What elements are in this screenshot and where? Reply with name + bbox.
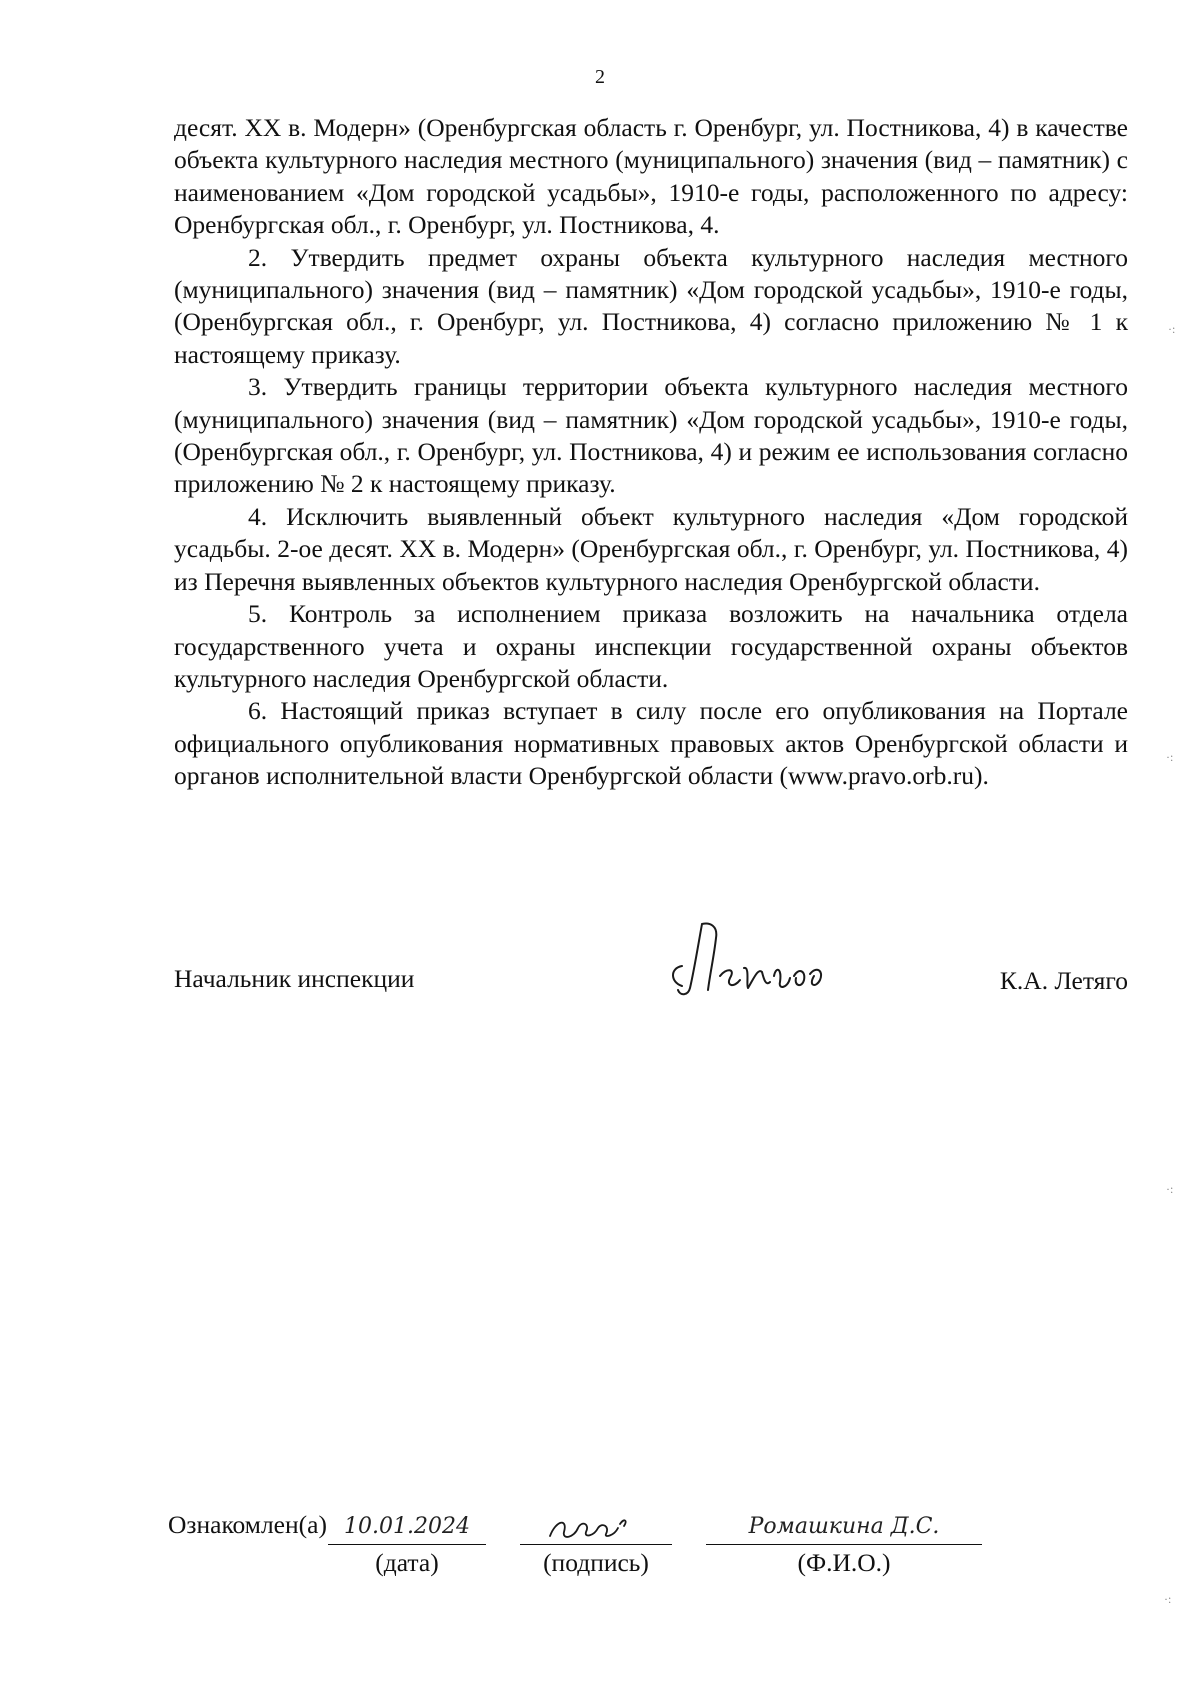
paragraph-6: 6. Настоящий приказ вступает в силу после его опубликования на Портале официального опубликования нормативных правовых актов Оренбургской области и органов исполнительной власти Оренбургской области (www.pravo.orb.ru). [174, 696, 1128, 791]
paragraph-2: 2. Утвердить предмет охраны объекта культурного наследия местного (муниципального) значения (вид – памятник) «Дом городской усадьбы», 1910-е годы, (Оренбургская обл., г. Оренбург, ул. Постникова, 4) согласно приложению № 1 к настоящему приказу. [174, 242, 1128, 369]
acknowledgement-fio-caption: (Ф.И.О.) [797, 1548, 891, 1577]
signatory-name: К.А. Летяго [999, 966, 1128, 995]
acknowledgement-block [168, 1510, 1128, 1590]
scan-speck: ·: [1166, 750, 1174, 764]
scan-speck: ·: [1164, 1592, 1172, 1606]
page-number: 2 [595, 66, 605, 88]
acknowledgement-date-value: 10.01.2024 [344, 1514, 470, 1539]
paragraph-5: 5. Контроль за исполнением приказа возложить на начальника отдела государственного учета и охраны инспекции государственной охраны объектов культурного наследия Оренбургской области. [174, 599, 1128, 693]
acknowledgement-signature-caption: (подпись) [543, 1548, 649, 1577]
acknowledgement-date-field [328, 1510, 486, 1577]
document-body [174, 112, 1128, 793]
scan-speck: ·: [1166, 1182, 1174, 1196]
acknowledgement-signature-field [520, 1510, 672, 1577]
acknowledgement-fio-field [706, 1510, 982, 1577]
handwritten-signature [664, 916, 854, 1006]
acknowledgement-fio-value: Ромашкина Д.С. [748, 1514, 940, 1539]
paragraph-3: 3. Утвердить границы территории объекта культурного наследия местного (муниципального) значения (вид – памятник) «Дом городской усадьбы», 1910-е годы, (Оренбургская обл., г. Оренбург, ул. Постникова, 4) и режим ее использования согласно приложению № 2 к настоящему приказу. [174, 372, 1128, 499]
acknowledgement-signature-mark [520, 1510, 672, 1544]
acknowledgement-label: Ознакомлен(а) [168, 1510, 327, 1539]
paragraph-1-continuation: десят. XX в. Модерн» (Оренбургская область г. Оренбург, ул. Постникова, 4) в качестве объекта культурного наследия местного (муниципального) значения (вид – памятник) с наименованием «Дом городской усадьбы», 1910-е годы, расположенного по адресу: Оренбургская обл., г. Оренбург, ул. Постникова, 4. [174, 113, 1128, 240]
paragraph-4: 4. Исключить выявленный объект культурного наследия «Дом городской усадьбы. 2-ое десят. XX в. Модерн» (Оренбургская обл., г. Оренбург, ул. Постникова, 4) из Перечня выявленных объектов культурного наследия Оренбургской области. [174, 501, 1128, 596]
signatory-position: Начальник инспекции [174, 964, 415, 993]
scan-speck: ·: [1168, 322, 1176, 336]
acknowledgement-date-caption: (дата) [375, 1548, 439, 1577]
signature-block [174, 944, 1128, 1004]
